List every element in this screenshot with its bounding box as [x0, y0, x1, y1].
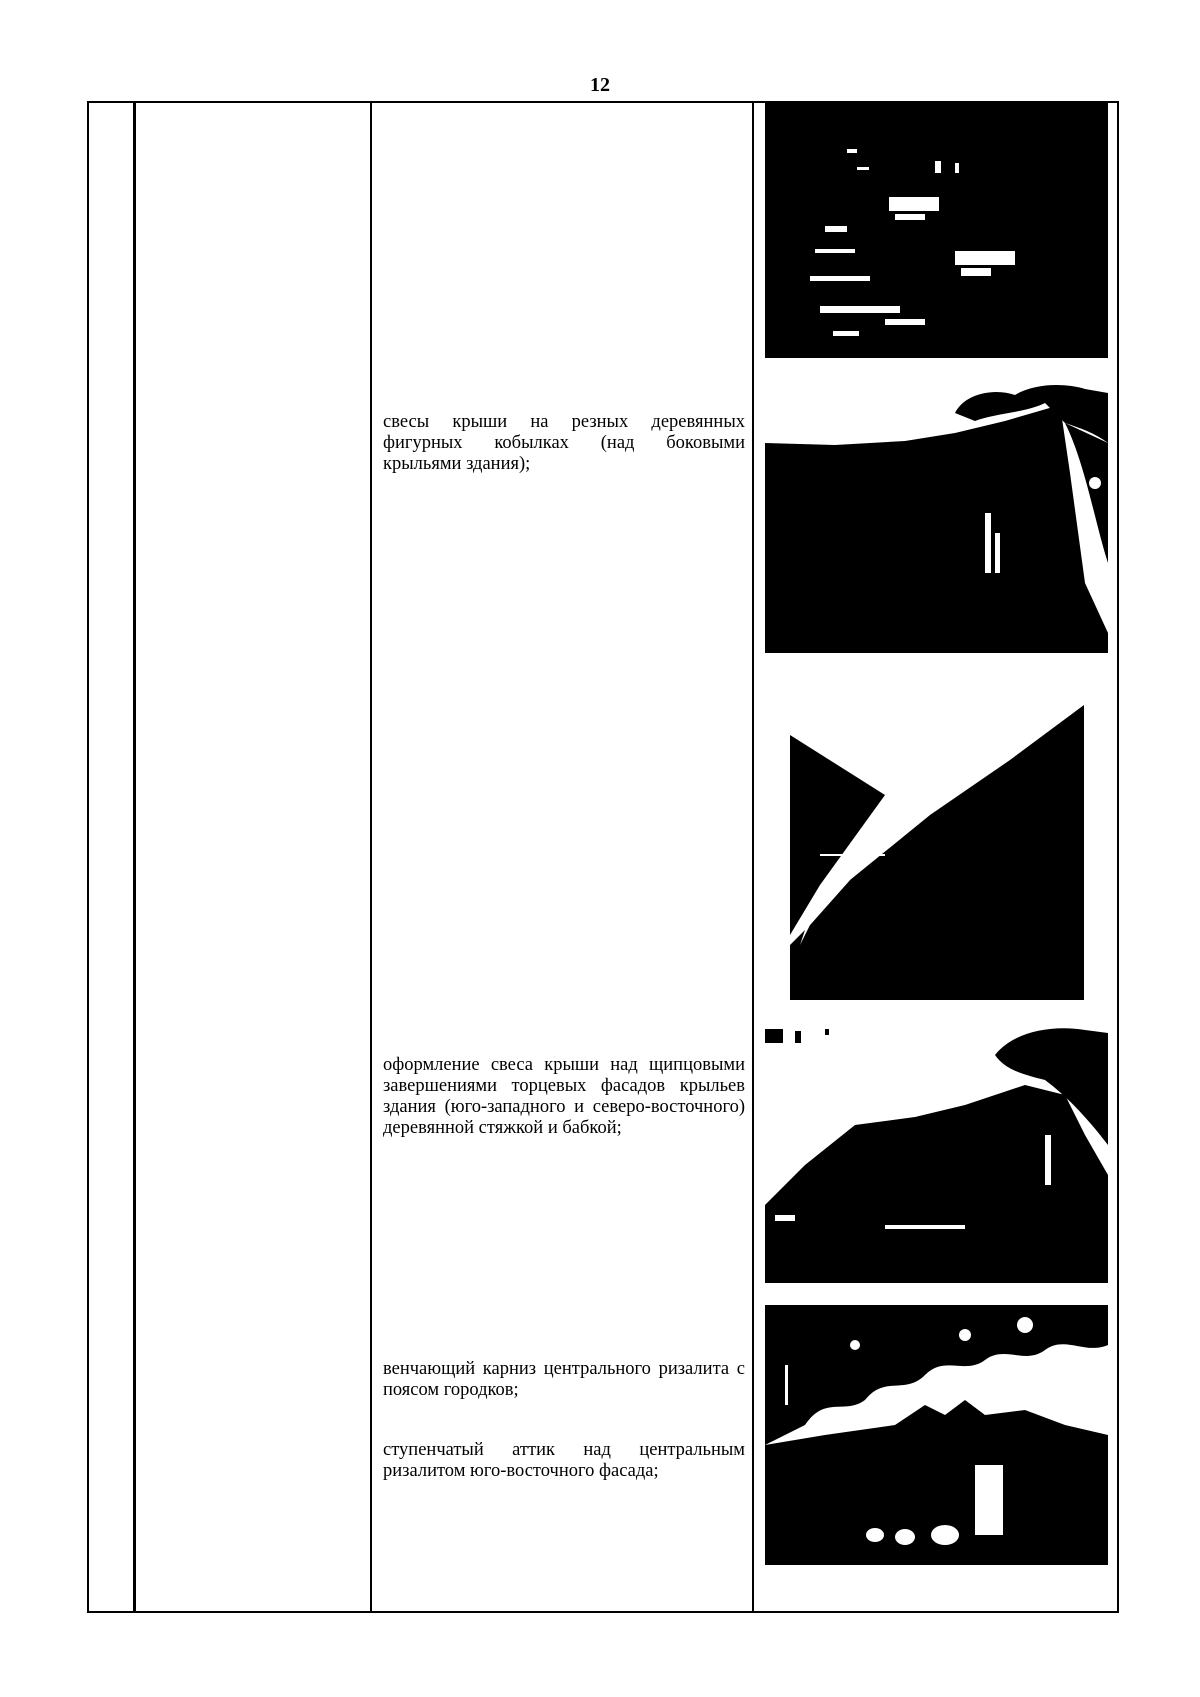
description-crowning-cornice: венчающий карниз центрального ризалита с поясом городков;	[383, 1359, 745, 1400]
table-right-border	[1117, 101, 1119, 1613]
photo-roof-overhang	[765, 383, 1108, 653]
description-stepped-attic: ступенчатый аттик над центральным ризалитом юго-восточного фасада;	[383, 1440, 745, 1481]
photo-gable-corner	[790, 705, 1084, 1000]
page-number: 12	[590, 74, 610, 96]
description-gable-overhang: оформление свеса крыши над щипцовыми завершениями торцевых фасадов крыльев здания (юго-западного и северо-восточного) деревянной стяжкой и бабкой;	[383, 1055, 745, 1138]
table-bottom-border	[87, 1611, 1119, 1613]
table-column-divider-2	[370, 101, 372, 1613]
table-left-border	[87, 101, 89, 1613]
photo-gable-facade	[765, 1025, 1108, 1283]
table-column-divider-3	[752, 101, 754, 1613]
photo-facade-detail-1	[765, 101, 1108, 358]
description-roof-eaves: свесы крыши на резных деревянных фигурных кобылках (над боковыми крыльями здания);	[383, 412, 745, 474]
photo-central-risalit	[765, 1305, 1108, 1565]
table-column-divider-1	[133, 101, 136, 1613]
